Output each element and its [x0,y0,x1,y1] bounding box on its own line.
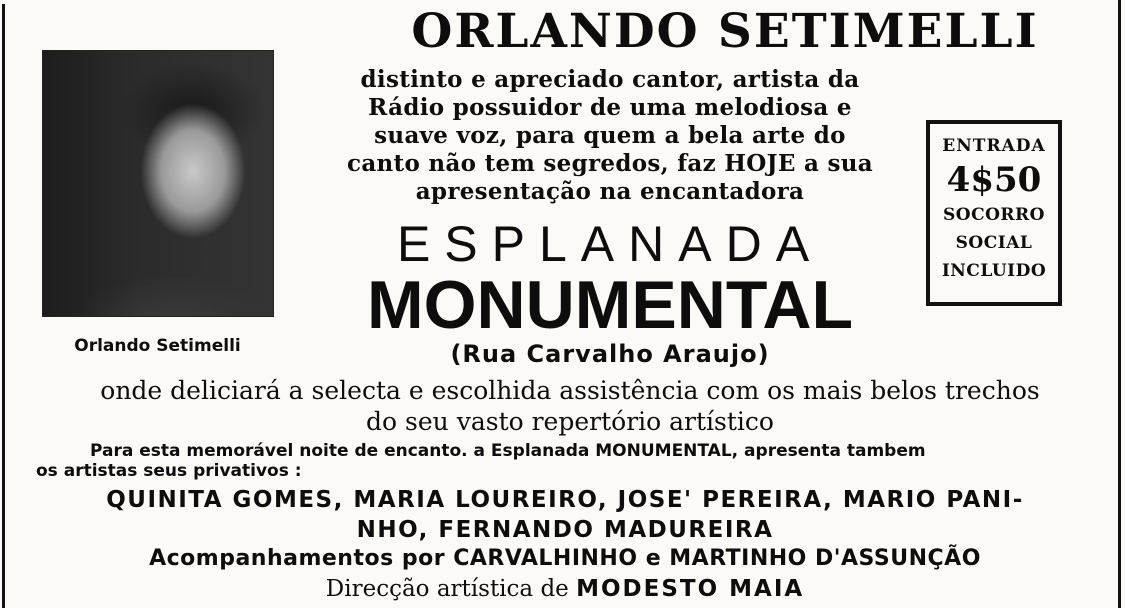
artistic-direction-line [30,576,1100,602]
photo-caption: Orlando Setimelli [74,336,241,356]
intro-line: suave voz, para quem a bela arte do [374,122,846,149]
singer-portrait-photo [42,50,274,317]
direction-prefix: Direcção artística de [325,576,577,602]
artists-line: NHO, FERNANDO MADUREIRA [356,517,774,543]
artists-list [30,485,1100,545]
body-line: do seu vasto repertório artístico [366,407,774,436]
intro-line: Rádio possuidor de uma melodiosa e [368,94,852,121]
left-border-rule [2,4,5,608]
body-paragraph [30,375,1110,437]
entry-note: SOCIAL [955,233,1033,253]
intro-line: distinto e apreciado cantor, artista da [360,66,860,93]
ad-title: ORLANDO SETIMELLI [411,4,1039,59]
artists-line: QUINITA GOMES, MARIA LOUREIRO, JOSE' PEREIRA, MARIO PANI- [106,487,1024,513]
intro-line: canto não tem segredos, faz HOJE a sua [347,150,873,177]
venue-name-line1: ESPLANADA [396,216,824,272]
intro-paragraph [320,66,900,206]
director-name: MODESTO MAIA [576,576,805,602]
accompaniment-line: Acompanhamentos por CARVALHINHO e MARTINHO D'ASSUNÇÃO [149,546,981,571]
entry-note: SOCORRO [943,205,1045,225]
venue-name-line2: MONUMENTAL [367,267,853,343]
entry-price-box [926,120,1062,306]
entry-price: 4$50 [946,160,1042,200]
extra-artists-paragraph [36,441,1096,481]
entry-label: ENTRADA [942,136,1046,156]
body-line: onde deliciará a selecta e escolhida assistência com os mais belos trechos [100,376,1040,405]
extra-line: Para esta memorável noite de encanto. a Esplanada MONUMENTAL, apresenta tambem [90,441,926,461]
intro-line: apresentação na encantadora [415,178,805,205]
entry-note: INCLUIDO [941,261,1047,281]
venue-address: (Rua Carvalho Araujo) [450,340,770,368]
right-border-rule [1118,0,1121,608]
extra-line: os artistas seus privativos : [36,461,302,481]
